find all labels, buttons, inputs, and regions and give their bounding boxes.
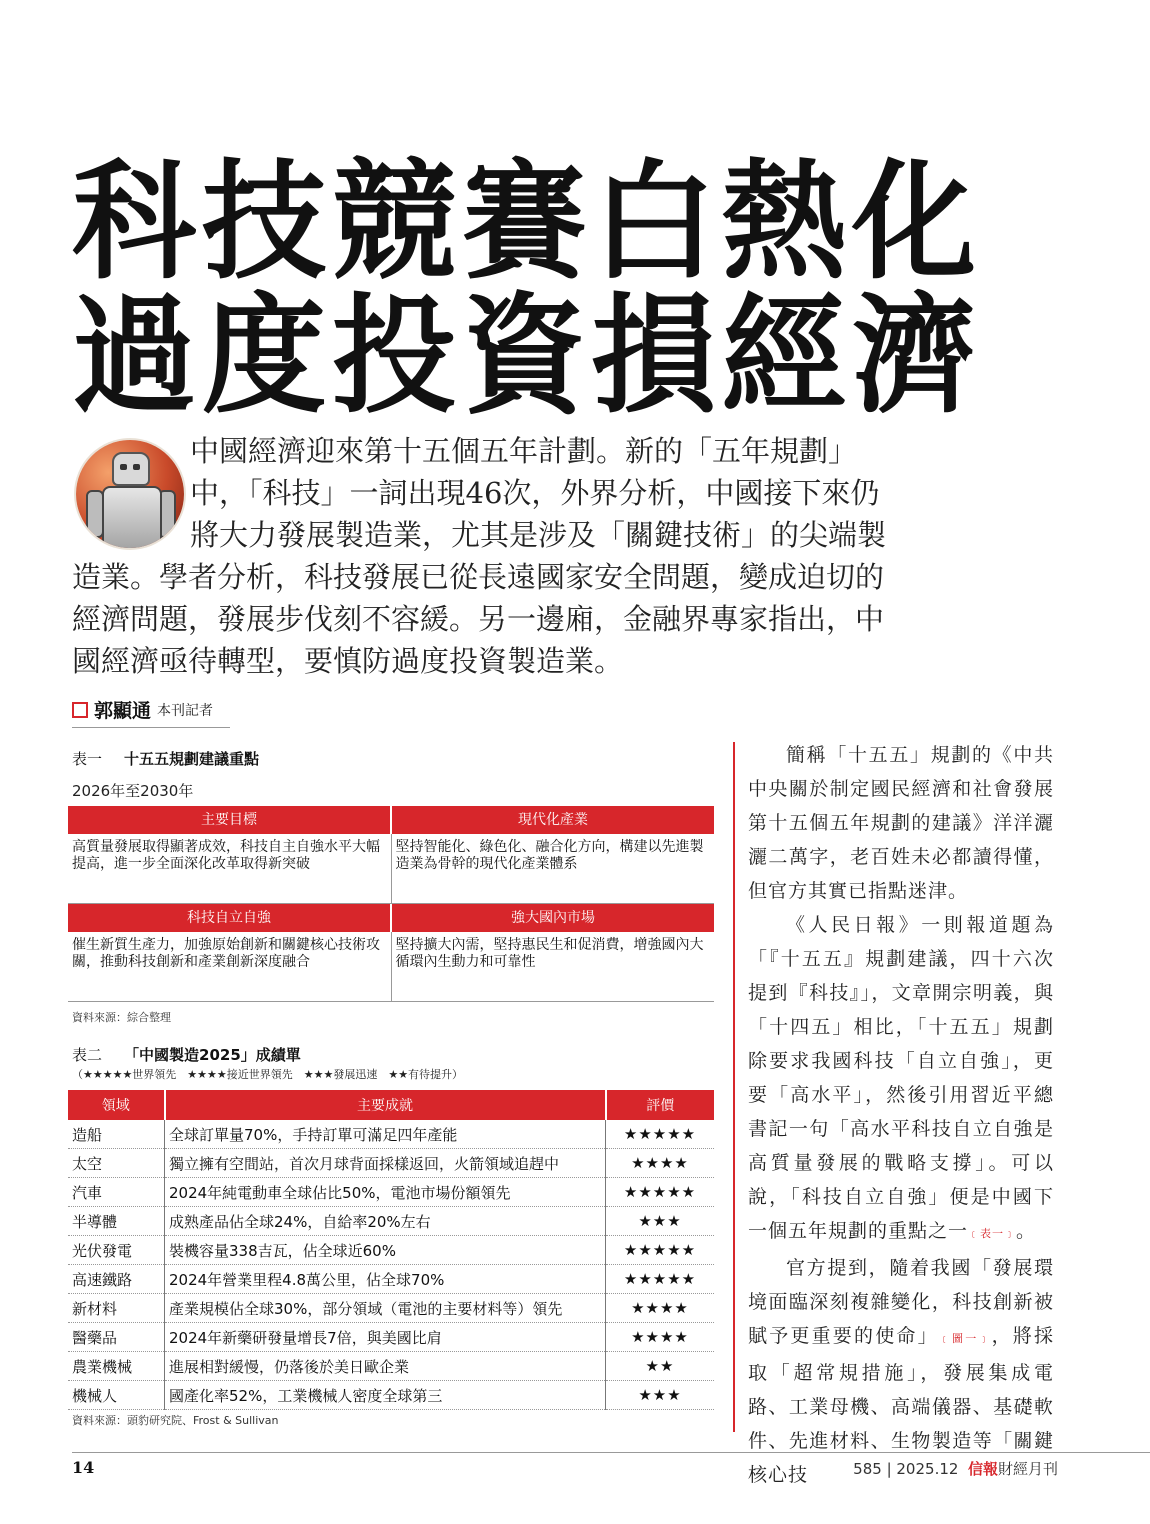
figure-reference: ﹝圖一﹞ [938, 1332, 992, 1345]
table-row [68, 1294, 714, 1323]
table1 [68, 806, 714, 1002]
table2-rating: ★★★★★ [606, 1236, 715, 1265]
table1-cell: 堅持擴大內需，堅持惠民生和促消費，增強國內大循環內生動力和可靠性 [391, 932, 715, 1001]
table1-name: 十五五規劃建議重點 [124, 750, 260, 768]
body-column [748, 738, 1054, 1492]
lead-text: 中國經濟迎來第十五個五年計劃。新的「五年規劃」中，「科技」一詞出現46次，外界分析，中國接下來仍將大力發展製造業，尤其是涉及「關鍵技術」的尖端製造業。學者分析，科技發展已從長遠國家安全問題，變成迫切的經濟問題，發展步伐刻不容緩。另一邊廂，金融界專家指出，中國經濟亟待轉型，要慎防過度投資製造業。 [72, 434, 887, 678]
table-row [68, 1149, 714, 1178]
table-row [68, 1178, 714, 1207]
table2-field: 醫藥品 [68, 1323, 165, 1352]
table2-rating: ★★★ [606, 1207, 715, 1236]
headline-line-1: 科技競賽白熱化 [72, 148, 982, 297]
table-row [68, 1381, 714, 1410]
body-paragraph-3 [748, 1251, 1054, 1492]
issue-number: 585 | 2025.12 [853, 1460, 959, 1478]
footer-issue [853, 1458, 1058, 1479]
square-outline-icon [72, 702, 88, 718]
table2-field: 光伏發電 [68, 1236, 165, 1265]
table2-field: 半導體 [68, 1207, 165, 1236]
table2-rating: ★★★★ [606, 1149, 715, 1178]
table2-achievement: 裝機容量338吉瓦，佔全球近60% [165, 1236, 606, 1265]
table2-title [72, 1044, 301, 1065]
table2-achievement: 產業規模佔全球30%，部分領域（電池的主要材料等）領先 [165, 1294, 606, 1323]
table-row [68, 1352, 714, 1381]
brand-name: 信報 [967, 1460, 998, 1478]
lead-float-spacer [72, 430, 190, 556]
table1-header: 現代化產業 [390, 806, 714, 834]
table2-field: 太空 [68, 1149, 165, 1178]
table2-legend: （★★★★★世界領先 ★★★★接近世界領先 ★★★發展迅速 ★★有待提升） [72, 1068, 464, 1081]
table2-rating: ★★★★★ [606, 1265, 715, 1294]
table1-cell: 堅持智能化、綠色化、融合化方向，構建以先進製造業為骨幹的現代化產業體系 [391, 834, 715, 903]
table2-header-rating: 評價 [606, 1090, 715, 1120]
column-divider [733, 742, 735, 1432]
table2-rating: ★★★★★ [606, 1178, 715, 1207]
body-paragraph-1: 簡稱「十五五」規劃的《中共中央關於制定國民經濟和社會發展第十五個五年規劃的建議》洋洋灑灑二萬字，老百姓未必都讀得懂，但官方其實已指點迷津。 [748, 744, 1054, 902]
body-text: 。 [1016, 1220, 1037, 1242]
table-row [68, 1207, 714, 1236]
table2-achievement: 成熟產品佔全球24%，自給率20%左右 [165, 1207, 606, 1236]
table2-achievement: 進展相對緩慢，仍落後於美日歐企業 [165, 1352, 606, 1381]
table2-rating: ★★★★★ [606, 1120, 715, 1149]
table2-name: 「中國製造2025」成績單 [124, 1046, 301, 1064]
table-row [68, 1323, 714, 1352]
table1-header: 科技自立自強 [68, 904, 390, 932]
table2-source: 資料來源：頭豹研究院、Frost & Sullivan [72, 1414, 279, 1427]
table2-field: 機械人 [68, 1381, 165, 1410]
table2-field: 新材料 [68, 1294, 165, 1323]
table2-achievement: 2024年純電動車全球佔比50%，電池市場份額領先 [165, 1178, 606, 1207]
headline-line-2: 過度投資損經濟 [72, 282, 982, 431]
table2-rating: ★★ [606, 1352, 715, 1381]
table2-field: 高速鐵路 [68, 1265, 165, 1294]
table2-achievement: 國產化率52%，工業機械人密度全球第三 [165, 1381, 606, 1410]
page-number: 14 [72, 1458, 95, 1477]
table-row [68, 1120, 714, 1149]
table2-achievement: 獨立擁有空間站，首次月球背面採樣返回，火箭領域追趕中 [165, 1149, 606, 1178]
table2-achievement: 全球訂單量70%，手持訂單可滿足四年產能 [165, 1120, 606, 1149]
table2-header-achievement: 主要成就 [165, 1090, 606, 1120]
body-text: 《人民日報》一則報道題為「『十五五』規劃建議，四十六次提到『科技』」，文章開宗明義，與「十四五」相比，「十五五」規劃除要求我國科技「自立自強」，更要「高水平」，然後引用習近平總書記一句「高水平科技自立自強是高質量發展的戰略支撐」。可以說，「科技自立自強」便是中國下一個五年規劃的重點之一 [748, 914, 1054, 1242]
magazine-name: 財經月刊 [997, 1460, 1058, 1478]
table1-cell: 催生新質生產力，加強原始創新和關鍵核心技術攻關，推動科技創新和產業創新深度融合 [72, 937, 380, 970]
table2-achievement: 2024年營業里程4.8萬公里，佔全球70% [165, 1265, 606, 1294]
footer-rule [72, 1452, 1150, 1453]
table2-field: 農業機械 [68, 1352, 165, 1381]
byline-role: 本刊記者 [157, 702, 214, 719]
table-reference: ﹝表一﹞ [968, 1227, 1017, 1240]
table2-field: 造船 [68, 1120, 165, 1149]
table1-header: 主要目標 [68, 806, 390, 834]
table2-body [68, 1120, 714, 1410]
table1-number: 表一 [72, 750, 103, 768]
body-paragraph-2 [748, 908, 1054, 1251]
table2-rating: ★★★ [606, 1381, 715, 1410]
table-row [68, 1236, 714, 1265]
table2-rating: ★★★★ [606, 1294, 715, 1323]
byline [72, 696, 230, 728]
table2-rating: ★★★★ [606, 1323, 715, 1352]
table1-header: 強大國內市場 [390, 904, 714, 932]
table2-field: 汽車 [68, 1178, 165, 1207]
table1-title [72, 748, 259, 769]
table1-range: 2026年至2030年 [72, 782, 194, 800]
body-text: ，將採取「超常規措施」，發展集成電路、工業母機、高端儀器、基礎軟件、先進材料、生物製造等「關鍵核心技 [748, 1325, 1054, 1486]
body-text: 官方提到，隨着我國「發展環境面臨深刻複雜變化，科技創新被賦予更重要的使命」 [748, 1257, 1054, 1347]
table1-cell: 高質量發展取得顯著成效，科技自主自強水平大幅提高，進一步全面深化改革取得新突破 [72, 839, 380, 872]
table-row [68, 1265, 714, 1294]
table1-source: 資料來源：綜合整理 [72, 1011, 171, 1024]
byline-name: 郭顯通 [94, 700, 152, 722]
table2-number: 表二 [72, 1046, 103, 1064]
table2-achievement: 2024年新藥研發量增長7倍，與美國比肩 [165, 1323, 606, 1352]
table2-header-field: 領域 [68, 1090, 165, 1120]
lead-paragraph [72, 430, 892, 682]
table2 [68, 1090, 714, 1410]
